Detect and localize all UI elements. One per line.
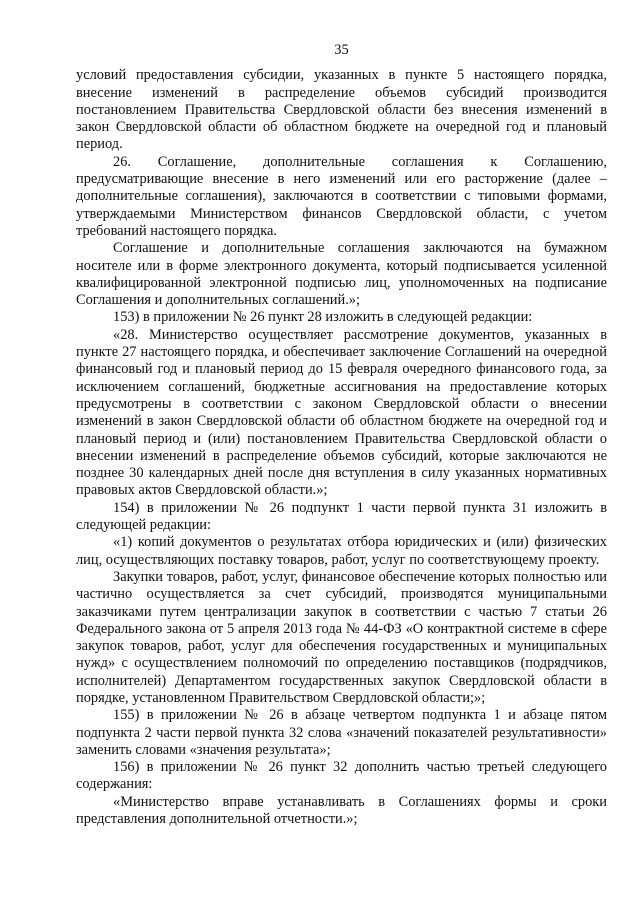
paragraph-6: 154) в приложении № 26 подпункт 1 части первой пункта 31 изложить в следующей редакции:	[76, 499, 607, 534]
page-number: 35	[334, 42, 349, 58]
paragraph-7: «1) копий документов о результатах отбора юридических и (или) физических лиц, осуществляющих поставку товаров, работ, услуг по соответствующему проекту.	[76, 534, 607, 568]
paragraph-10: 156) в приложении № 26 пункт 32 дополнить частью третьей следующего содержания:	[76, 759, 607, 793]
paragraph-11: «Министерство вправе устанавливать в Соглашениях формы и сроки представления дополнительной отчетности.»;	[76, 793, 607, 828]
paragraph-2: 26. Соглашение, дополнительные соглашения к Соглашению, предусматривающие внесение в него изменений или его расторжение (далее – дополнительные соглашения), заключаются в соответствии с типовыми формами, утверждаемыми Министерством финансов Свердловской области, с учетом требований настоящего порядка.	[76, 153, 607, 239]
paragraph-4: 153) в приложении № 26 пункт 28 изложить в следующей редакции:	[113, 309, 533, 326]
paragraph-3: Соглашение и дополнительные соглашения заключаются на бумажном носителе или в форме электронного документа, который подписывается усиленной квалифицированной электронной подписью лиц, уполномоченных на подписание Соглашения и дополнительных соглашений.»;	[76, 240, 607, 309]
paragraph-1: условий предоставления субсидии, указанных в пункте 5 настоящего порядка, внесение изменений в распределение объемов субсидий производится постановлением Правительства Свердловской области без внесения изменений в закон Свердловской области об областном бюджете на очередной год и плановый период.	[76, 67, 607, 153]
paragraph-8: Закупки товаров, работ, услуг, финансовое обеспечение которых полностью или частично осуществляется за счет субсидий, производятся муниципальными заказчиками путем централизации закупок в соответствии с частью 7 статьи 26 Федерального закона от 5 апреля 2013 года № 44-ФЗ «О контрактной системе в сфере закупок товаров, работ, услуг для обеспечения государственных и муниципальных нужд» с осуществлением полномочий по определению поставщиков (подрядчиков, исполнителей) Департаментом государственных закупок Свердловской области в порядке, установленном Правительством Свердловской области;»;	[76, 568, 607, 706]
paragraph-5: «28. Министерство осуществляет рассмотрение документов, указанных в пункте 27 настоящего порядка, и обеспечивает заключение Соглашений на очередной финансовый год и плановый период до 15 февраля очередного финансового года, за исключением соглашений, бюджетные ассигнования на предоставление которых предусмотрены в соответствии с законом Свердловской области о внесении изменений в закон Свердловской области об областном бюджете на очередной год и плановый период и (или) постановлением Правительства Свердловской области о внесении изменений в распределение объемов субсидий, которые заключаются не позднее 30 календарных дней после дня вступления в силу указанных нормативных правовых актов Свердловской области.»;	[76, 326, 607, 499]
paragraph-9: 155) в приложении № 26 в абзаце четвертом подпункта 1 и абзаце пятом подпункта 2 части первой пункта 32 слова «значений показателей результативности» заменить словами «значения результата»;	[76, 707, 607, 758]
